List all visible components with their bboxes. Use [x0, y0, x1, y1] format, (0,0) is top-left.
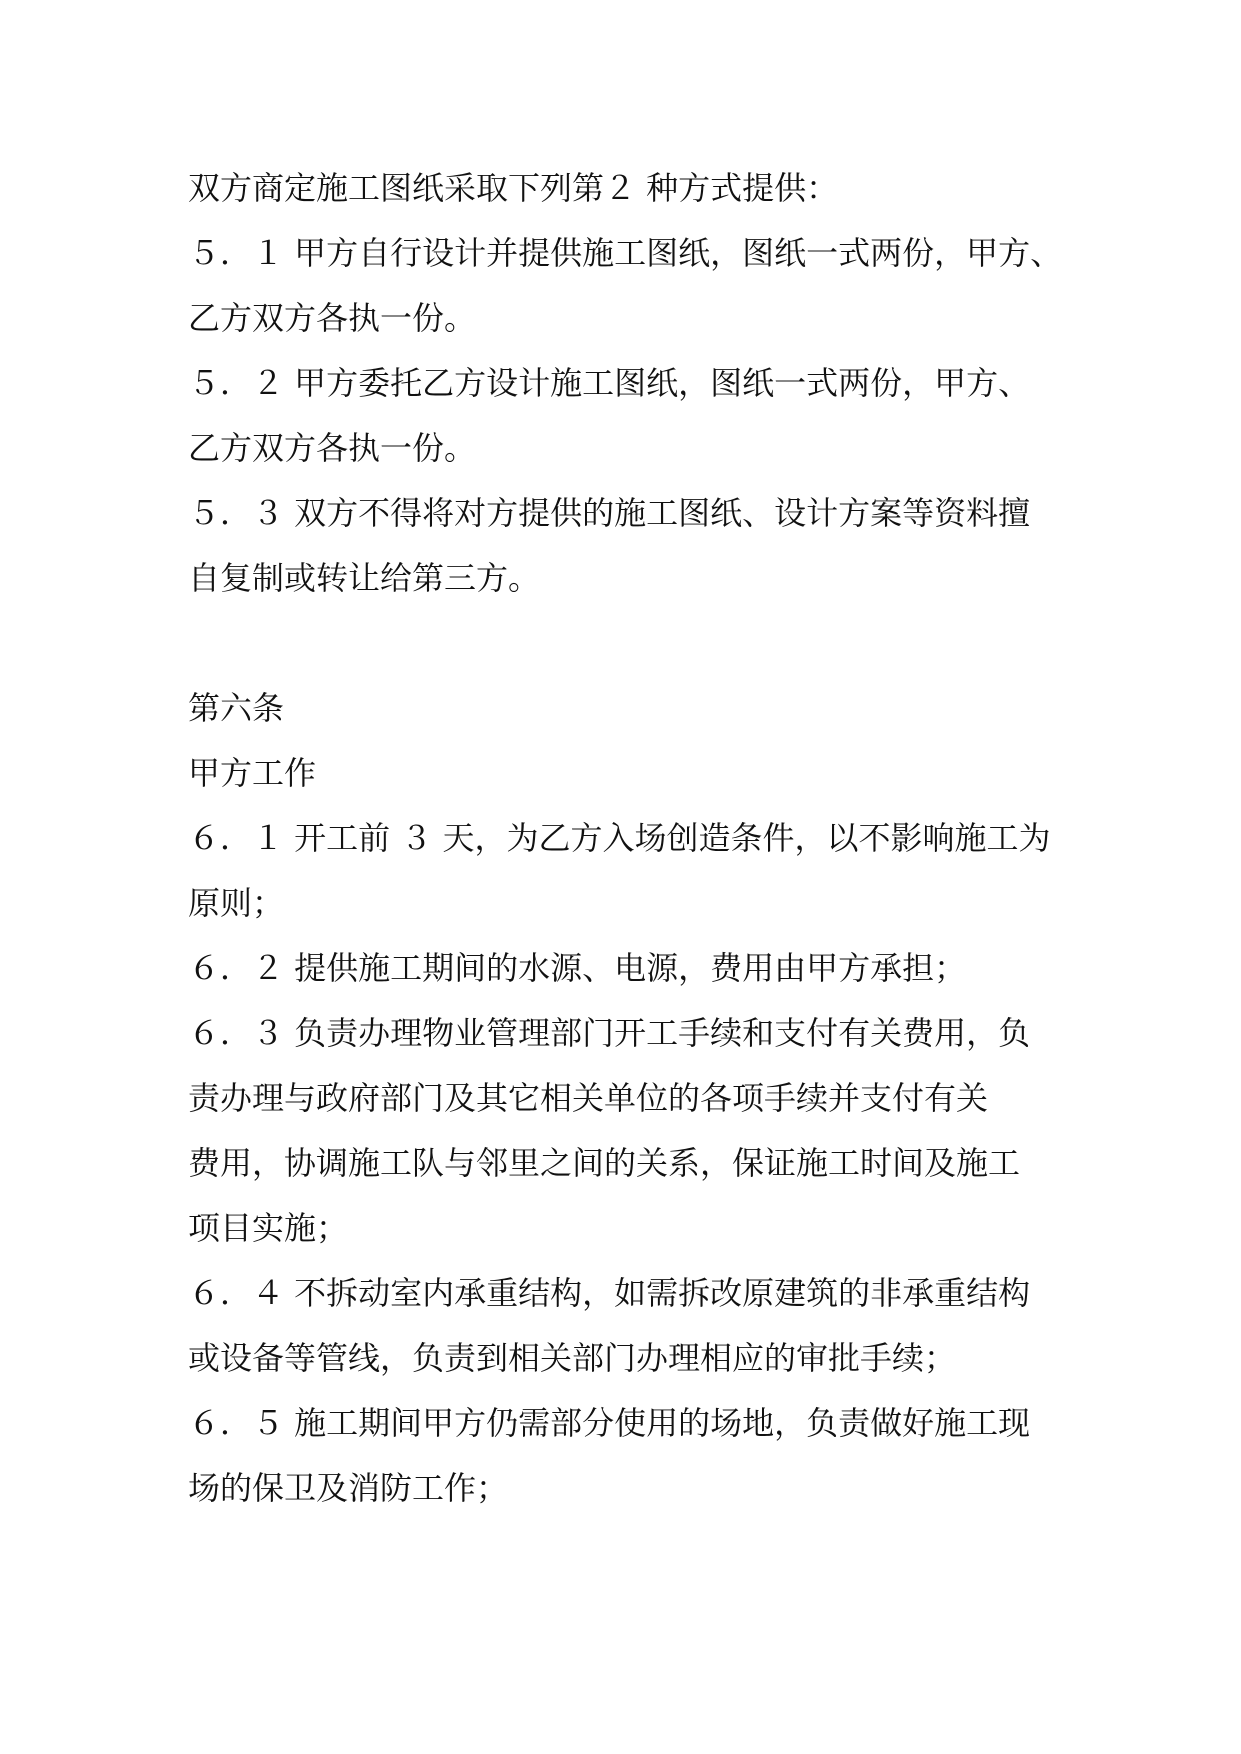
text-line: 场的保卫及消防工作；	[188, 1469, 509, 1507]
text-line: 费用，协调施工队与邻里之间的关系，保证施工时间及施工	[188, 1144, 1021, 1182]
clause-6-3: ６．３ 负责办理物业管理部门开工手续和支付有关费用，负	[188, 1014, 1031, 1052]
clause-6-5: ６．５ 施工期间甲方仍需部分使用的场地，负责做好施工现	[188, 1404, 1031, 1442]
clause-6-1: ６．１ 开工前 ３ 天，为乙方入场创造条件，以不影响施工为	[188, 819, 1051, 857]
text-line: 乙方双方各执一份。	[188, 429, 477, 467]
text-line: 项目实施；	[188, 1209, 349, 1247]
clause-5-1: ５．１ 甲方自行设计并提供施工图纸，图纸一式两份，甲方、	[188, 234, 1063, 272]
text-line: 责办理与政府部门及其它相关单位的各项手续并支付有关	[188, 1079, 989, 1117]
document-body	[188, 156, 1088, 1521]
clause-5-2: ５．２ 甲方委托乙方设计施工图纸，图纸一式两份，甲方、	[188, 364, 1031, 402]
text-line: 原则；	[188, 884, 285, 922]
text-line: 双方商定施工图纸采取下列第２ 种方式提供：	[188, 169, 839, 207]
blank-line	[188, 611, 1088, 676]
text-line: 乙方双方各执一份。	[188, 299, 477, 337]
clause-6-2: ６．２ 提供施工期间的水源、电源，费用由甲方承担；	[188, 949, 967, 987]
clause-6-4: ６．４ 不拆动室内承重结构，如需拆改原建筑的非承重结构	[188, 1274, 1031, 1312]
article-heading: 第六条	[188, 689, 285, 727]
section-heading: 甲方工作	[188, 754, 317, 792]
clause-5-3: ５．３ 双方不得将对方提供的施工图纸、设计方案等资料擅	[188, 494, 1031, 532]
text-line: 或设备等管线，负责到相关部门办理相应的审批手续；	[188, 1339, 957, 1377]
text-line: 自复制或转让给第三方。	[188, 559, 541, 597]
